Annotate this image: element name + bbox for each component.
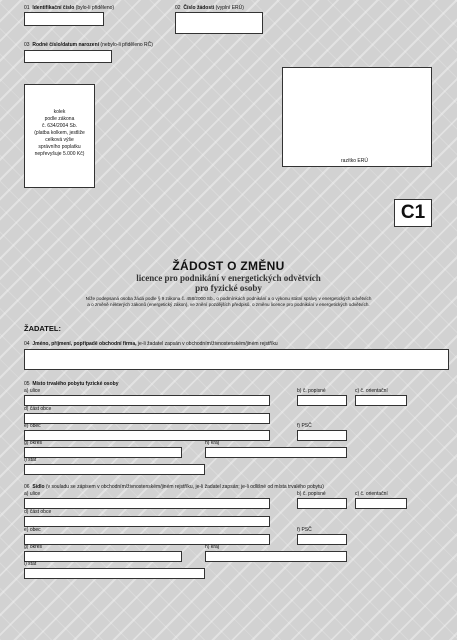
seat-country-input[interactable]	[24, 568, 205, 579]
field-01-caption: 01 Identifikační číslo (bylo-li přiděleno)	[24, 5, 115, 11]
seat-district-part-input[interactable]	[24, 516, 270, 527]
seat-municipality-label: e) obec	[24, 527, 41, 533]
form-code: C1	[394, 199, 432, 227]
residence-orientation-number-input[interactable]	[355, 395, 407, 406]
seat-region-input[interactable]	[205, 551, 347, 562]
stamp-box	[24, 84, 95, 188]
residence-district-part-input[interactable]	[24, 413, 270, 424]
field-03-caption: 03 Rodné číslo/datum narození (nebylo-li přiděleno RČ)	[24, 42, 153, 48]
seat-country-label: i) stát	[24, 561, 37, 567]
residence-region-input[interactable]	[205, 447, 347, 458]
seat-street-input[interactable]	[24, 498, 270, 509]
identification-number-input[interactable]	[24, 12, 104, 26]
residence-postcode-input[interactable]	[297, 430, 347, 441]
residence-county-input[interactable]	[24, 447, 182, 458]
section-05-caption: 05 Místo trvalého pobytu fyzické osoby	[24, 381, 119, 387]
section-06-caption: 06 Sídlo (v souladu se zápisem v obchodním/živnostenském/jiném rejstříku, je-li žadatel zapsán; je-li odlišné od místa trvalého pobytu)	[24, 484, 324, 490]
residence-country-input[interactable]	[24, 464, 205, 475]
residence-postcode-label: f) PSČ	[297, 423, 312, 429]
eru-stamp-box	[282, 67, 432, 167]
intro-line-2: a o změně některých zákonů (energetický zákon), ve znění pozdějších předpisů, o změnu licence pro podnikání v energetických odvětvích.	[87, 302, 370, 307]
form-subtitle-1: licence pro podnikání v energetických odvětvích	[136, 273, 321, 283]
residence-house-number-input[interactable]	[297, 395, 347, 406]
residence-municipality-label: e) obec	[24, 423, 41, 429]
birth-number-input[interactable]	[24, 50, 112, 63]
seat-orientation-number-label: c) č. orientační	[355, 491, 388, 497]
seat-house-number-label: b) č. popisné	[297, 491, 326, 497]
seat-county-label: g) okres	[24, 544, 43, 550]
seat-district-part-label: d) část obce	[24, 509, 52, 515]
stamp-text: kolek podle zákona č. 634/2004 Sb. (platba kolkem, jestliže celková výše správního poplatku nepřevyšuje 5.000 Kč)	[34, 109, 85, 157]
residence-orientation-number-label: c) č. orientační	[355, 388, 388, 394]
residence-street-label: a) ulice	[24, 388, 41, 394]
seat-postcode-label: f) PSČ	[297, 527, 312, 533]
seat-house-number-input[interactable]	[297, 498, 347, 509]
seat-orientation-number-input[interactable]	[355, 498, 407, 509]
field-02-caption: 02 Číslo žádosti (vyplní ERÚ)	[175, 5, 244, 11]
residence-house-number-label: b) č. popisné	[297, 388, 326, 394]
residence-country-label: i) stát	[24, 457, 37, 463]
residence-municipality-input[interactable]	[24, 430, 270, 441]
residence-district-part-label: d) část obce	[24, 406, 52, 412]
residence-county-label: g) okres	[24, 440, 43, 446]
seat-region-label: h) kraj	[205, 544, 219, 550]
seat-street-label: a) ulice	[24, 491, 41, 497]
seat-postcode-input[interactable]	[297, 534, 347, 545]
seat-county-input[interactable]	[24, 551, 182, 562]
application-number-input[interactable]	[175, 12, 263, 34]
residence-street-input[interactable]	[24, 395, 270, 406]
form-title: ŽÁDOST O ZMĚNU	[172, 259, 285, 273]
intro-line-1: Níže podepsaná osoba žádá podle § 9 zákona č. 458/2000 Sb., o podmínkách podnikání a o výkonu státní správy v energetických odvětvích	[85, 296, 372, 301]
residence-region-label: h) kraj	[205, 440, 219, 446]
name-input[interactable]	[24, 349, 449, 370]
eru-stamp-label: razítko ERÚ	[341, 158, 368, 164]
form-subtitle-2: pro fyzické osoby	[195, 283, 262, 293]
seat-municipality-input[interactable]	[24, 534, 270, 545]
applicant-heading: ŽADATEL:	[24, 324, 61, 333]
section-04-caption: 04 Jméno, příjmení, popřípadě obchodní firma, je-li žadatel zapsán v obchodním/živnostenském/jiném rejstříku	[24, 341, 278, 347]
